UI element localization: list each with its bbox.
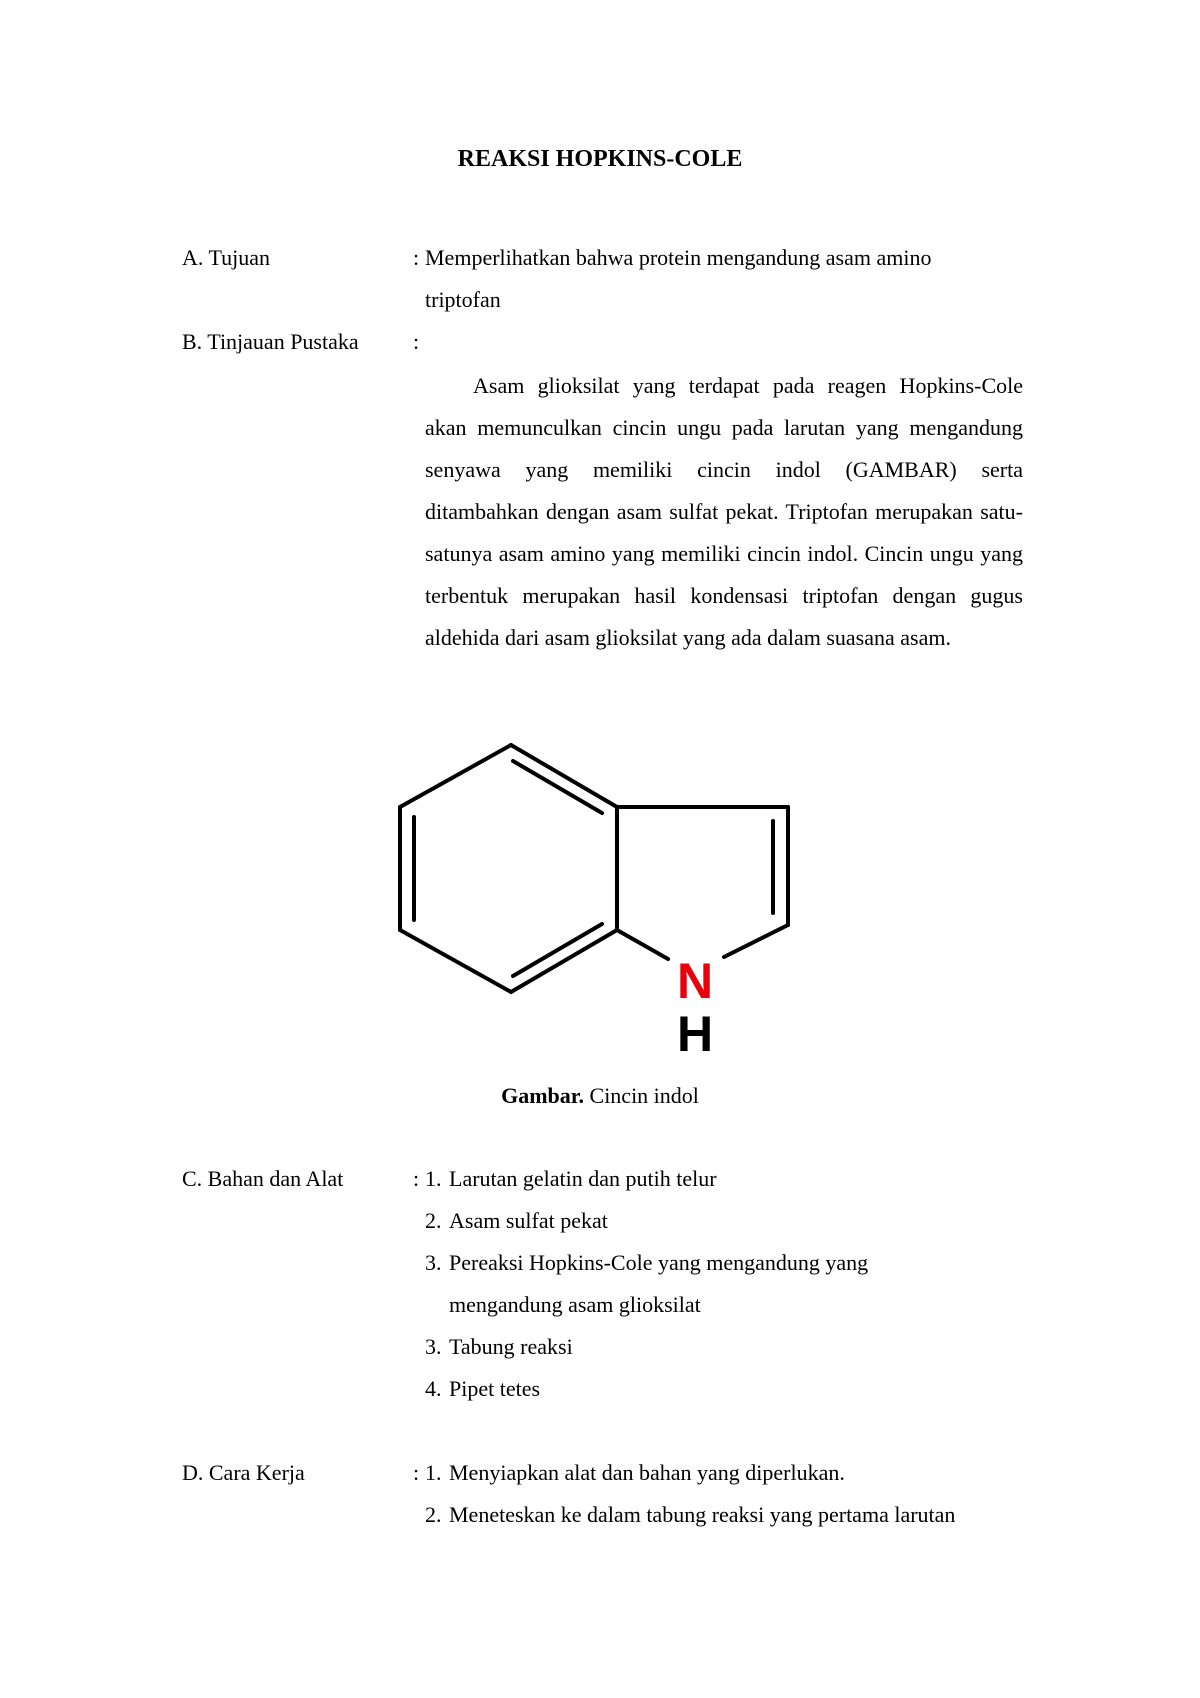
list-text: Meneteskan ke dalam tabung reaksi yang pertama larutan — [449, 1502, 956, 1527]
indole-structure-figure — [390, 735, 810, 1065]
section-a-colon: : — [413, 245, 420, 270]
page-title: REAKSI HOPKINS-COLE — [457, 146, 743, 172]
list-item — [425, 1374, 540, 1404]
figure-caption — [0, 1081, 1200, 1111]
bond-c4-c5 — [400, 745, 511, 807]
list-number: 2. — [425, 1208, 442, 1233]
list-number: 1. — [425, 1166, 442, 1191]
indole-bonds — [400, 745, 788, 992]
list-text: Pipet tetes — [449, 1376, 541, 1401]
section-b-paragraph: Asam glioksilat yang terdapat pada reagen Hopkins-Cole akan memunculkan cincin ungu pada larutan yang mengandung senyawa yang memiliki cincin indol (GAMBAR) serta ditambahkan dengan asam sulfat pekat. Triptofan merupakan satu-satunya asam amino yang memiliki cincin indol. Cincin ungu yang terbentuk merupakan hasil kondensasi triptofan dengan gugus aldehida dari asam glioksilat yang ada dalam suasana asam. — [425, 373, 1023, 650]
list-item — [425, 1206, 608, 1236]
list-number: 4. — [425, 1376, 442, 1401]
figure-caption-bold: Gambar. — [501, 1083, 585, 1108]
list-item — [425, 1164, 717, 1194]
bond-inner-c7-c7a — [513, 924, 602, 976]
list-text: Menyiapkan alat dan bahan yang diperlukan. — [449, 1460, 845, 1485]
bond-c3a-c4 — [511, 745, 617, 807]
list-number: 3. — [425, 1250, 442, 1275]
list-item — [425, 1332, 573, 1362]
section-a-line-1: Memperlihatkan bahwa protein mengandung asam amino — [425, 245, 932, 270]
list-item-continuation: mengandung asam glioksilat — [449, 1292, 701, 1317]
list-text: Tabung reaksi — [449, 1334, 573, 1359]
bond-inner-c3a-c4 — [513, 761, 602, 813]
section-b-colon: : — [413, 329, 420, 354]
section-c-colon: : — [413, 1166, 420, 1191]
list-number: 3. — [425, 1334, 442, 1359]
list-item — [425, 1458, 845, 1488]
bond-c7a-n1 — [617, 930, 668, 959]
section-a-label: A. Tujuan — [182, 245, 271, 270]
list-text: Larutan gelatin dan putih telur — [449, 1166, 717, 1191]
bond-c2-n1 — [724, 925, 788, 957]
list-text: Asam sulfat pekat — [449, 1208, 608, 1233]
figure-caption-text: Cincin indol — [584, 1083, 699, 1108]
bond-c6-c7 — [400, 930, 511, 992]
section-c-label: C. Bahan dan Alat — [182, 1166, 344, 1191]
section-b-label: B. Tinjauan Pustaka — [182, 329, 359, 354]
section-d-label: D. Cara Kerja — [182, 1460, 305, 1485]
section-d-colon: : — [413, 1460, 420, 1485]
section-a-line-2: triptofan — [425, 287, 501, 312]
list-number: 2. — [425, 1502, 442, 1527]
list-number: 1. — [425, 1460, 442, 1485]
hydrogen-atom-label: H — [676, 1006, 714, 1062]
list-text: Pereaksi Hopkins-Cole yang mengandung yang — [449, 1250, 869, 1275]
list-item — [425, 1248, 868, 1278]
bond-c7-c7a — [511, 930, 617, 992]
list-item — [425, 1500, 955, 1530]
nitrogen-atom-label: N — [676, 953, 714, 1009]
